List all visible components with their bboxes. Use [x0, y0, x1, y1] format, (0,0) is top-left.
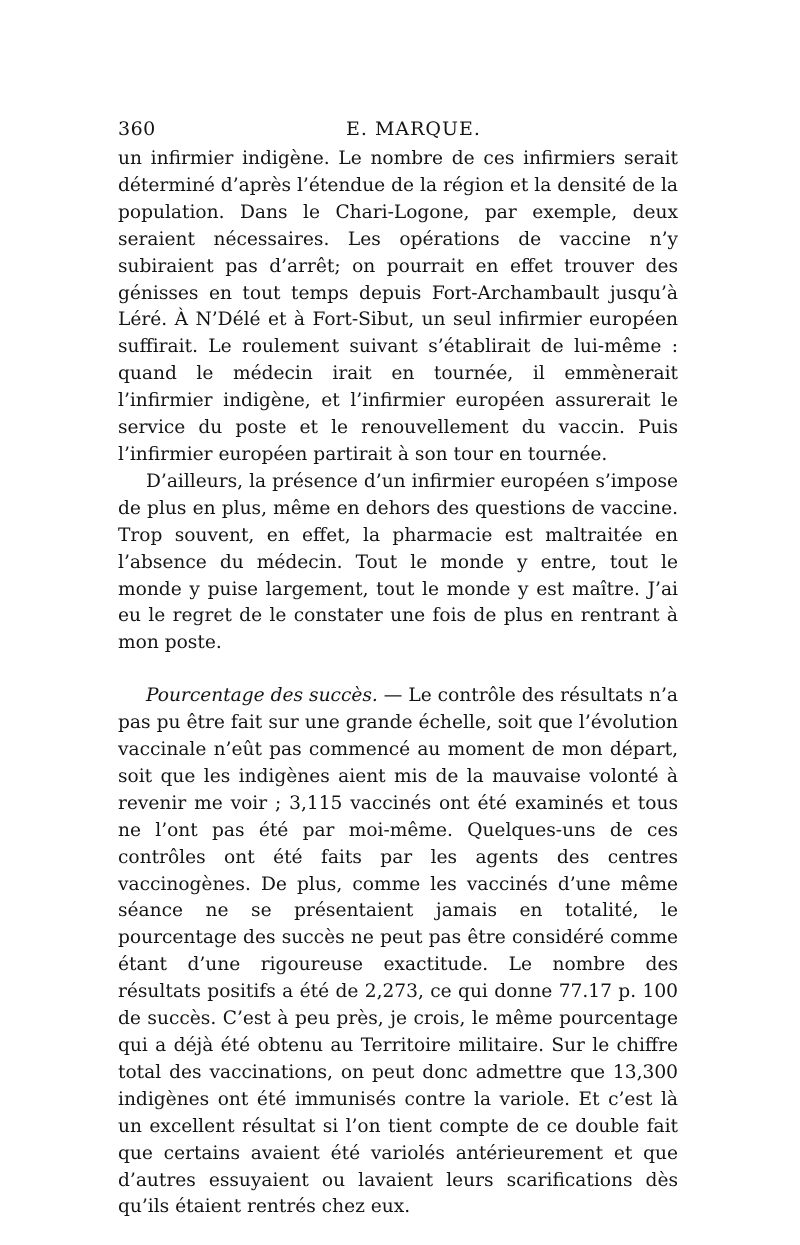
running-title: E. MARQUE. — [346, 118, 481, 140]
section-body: — Le contrôle des résultats n’a pas pu être fait sur une grande échelle, soit que l’évolution vaccinale n’eût pas commencé au moment de mon départ, soit que les indigènes aient mis de la mauvaise volonté à revenir me voir ; 3,115 vaccinés ont été examinés et tous ne l’ont pas été par moi-même. Quelques-uns de ces contrôles ont été faits par les agents des centres vaccinogènes. De plus, comme les vaccinés d’une même séance ne se présentaient jamais en totalité, le pourcentage des succès ne peut pas être considéré comme étant d’une rigoureuse exactitude. Le nombre des résultats positifs a été de 2,273, ce qui donne 77.17 p. 100 de succès. C’est à peu près, je crois, le même pourcentage qui a déjà été obtenu au Territoire militaire. Sur le chiffre total des vaccinations, on peut donc admettre que 13,300 indigènes ont été immunisés contre la variole. Et c’est là un excellent résultat si l’on tient compte de ce double fait que certains avaient été variolés antérieurement et que d’autres essuyaient ou lavaient leurs scarifications dès qu’ils étaient rentrés chez eux. — [118, 685, 678, 1218]
paragraph-pharmacy: D’ailleurs, la présence d’un infirmier européen s’impose de plus en plus, même en dehors des questions de vaccine. Trop souvent, en effet, la pharmacie est maltraitée en l’absence du médecin. Tout le monde y entre, tout le monde y puise largement, tout le monde y est maître. J’ai eu le regret de le constater une fois de plus en rentrant à mon poste. — [118, 470, 678, 654]
section-paragraph — [118, 683, 678, 1221]
paragraph-continuation: un infirmier indigène. Le nombre de ces infirmiers serait déterminé d’après l’étendue de la région et la densité de la population. Dans le Chari-Logone, par exemple, deux seraient nécessaires. Les opérations de vaccine n’y subiraient pas d’arrêt; on pourrait en effet trouver des génisses en tout temps depuis Fort-Archambault jusqu’à Léré. À N’Délé et à Fort-Sibut, un seul infirmier européen suffirait. Le roulement suivant s’établirait de lui-même : quand le médecin irait en tournée, il emmènerait l’infirmier indigène, et l’infirmier européen assurerait le service du poste et le renouvellement du vaccin. Puis l’infirmier européen partirait à son tour en tournée. — [118, 148, 678, 465]
section-spacer — [118, 657, 678, 683]
page-header — [118, 112, 678, 146]
section-title: Pourcentage des succès. — [146, 685, 378, 707]
page-number: 360 — [118, 118, 156, 140]
book-page — [118, 112, 678, 1221]
